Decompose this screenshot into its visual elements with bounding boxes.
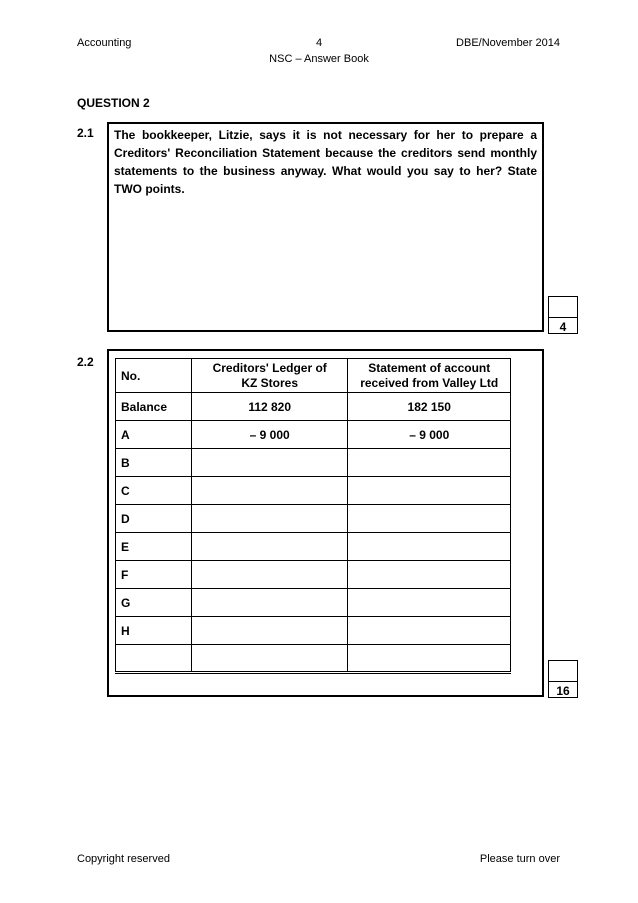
ledger-cell[interactable] <box>191 477 348 505</box>
statement-cell[interactable] <box>348 589 511 617</box>
q22-mark-blank <box>549 661 577 682</box>
table-row <box>116 421 511 449</box>
ledger-cell[interactable] <box>191 589 348 617</box>
footer-turn-over: Please turn over <box>479 853 560 865</box>
row-label: A <box>116 421 192 449</box>
statement-cell: 182 150 <box>348 393 511 421</box>
q22-number: 2.2 <box>77 355 94 369</box>
table-row <box>116 477 511 505</box>
ledger-cell[interactable] <box>191 533 348 561</box>
col-header-ledger <box>191 359 348 393</box>
row-label: H <box>116 617 192 645</box>
table-row <box>116 533 511 561</box>
ledger-cell[interactable] <box>191 505 348 533</box>
statement-cell[interactable] <box>348 477 511 505</box>
header-exam: DBE/November 2014 <box>456 37 560 49</box>
table-row <box>116 505 511 533</box>
table-row-total <box>116 645 511 673</box>
col-header-ledger-line1: Creditors' Ledger of <box>212 360 327 375</box>
row-label: Balance <box>116 393 192 421</box>
table-header-row <box>116 359 511 393</box>
ledger-cell[interactable] <box>191 617 348 645</box>
q21-answer-box[interactable] <box>107 122 544 332</box>
row-label: B <box>116 449 192 477</box>
ledger-total-cell[interactable] <box>191 645 348 673</box>
q21-marks: 4 <box>559 320 567 334</box>
footer-copyright: Copyright reserved <box>77 853 170 865</box>
row-label: F <box>116 561 192 589</box>
statement-cell[interactable] <box>348 561 511 589</box>
col-header-statement <box>348 359 511 393</box>
row-label: D <box>116 505 192 533</box>
ledger-cell[interactable] <box>191 561 348 589</box>
statement-cell[interactable] <box>348 505 511 533</box>
ledger-cell[interactable] <box>191 449 348 477</box>
table-row <box>116 393 511 421</box>
statement-cell[interactable] <box>348 449 511 477</box>
statement-total-cell[interactable] <box>348 645 511 673</box>
q21-mark-blank <box>549 297 577 318</box>
reconciliation-table <box>115 358 511 674</box>
q21-question-text: The bookkeeper, Litzie, says it is not necessary for her to prepare a Creditors' Reconciliation Statement because the creditors send monthly statements to the business anyway. What would you say to her? State TWO points. <box>114 128 537 196</box>
ledger-cell: 112 820 <box>191 393 348 421</box>
table-row <box>116 449 511 477</box>
ledger-cell: – 9 000 <box>191 421 348 449</box>
header-subject: Accounting <box>77 37 132 49</box>
statement-cell[interactable] <box>348 533 511 561</box>
row-label: G <box>116 589 192 617</box>
row-label: E <box>116 533 192 561</box>
table-row <box>116 617 511 645</box>
row-label: C <box>116 477 192 505</box>
table-row <box>116 561 511 589</box>
col-header-no: No. <box>116 359 192 393</box>
q22-mark-box <box>548 660 578 698</box>
row-label <box>116 645 192 673</box>
header-page-number: 4 <box>315 37 323 49</box>
q21-number: 2.1 <box>77 126 94 140</box>
col-header-statement-line2: received from Valley Ltd <box>360 375 499 390</box>
header-subtitle: NSC – Answer Book <box>269 53 369 65</box>
col-header-statement-line1: Statement of account <box>368 360 491 375</box>
q22-marks: 16 <box>556 684 570 698</box>
col-header-ledger-line2: KZ Stores <box>241 375 299 390</box>
statement-cell[interactable] <box>348 617 511 645</box>
q21-mark-box <box>548 296 578 334</box>
statement-cell: – 9 000 <box>348 421 511 449</box>
question-title: QUESTION 2 <box>77 96 150 110</box>
table-row <box>116 589 511 617</box>
